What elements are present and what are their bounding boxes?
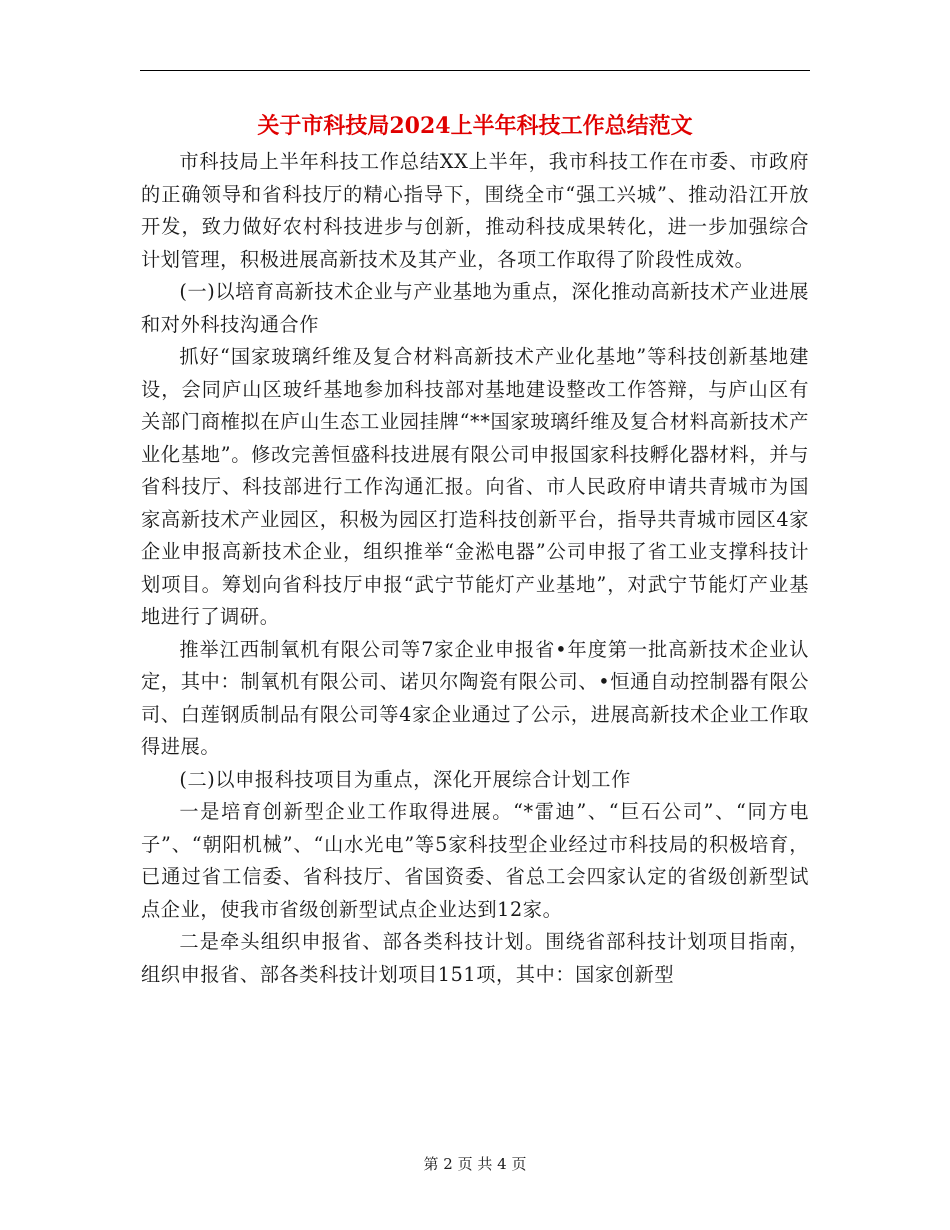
section-heading-1: (一)以培育高新技术企业与产业基地为重点，深化推动高新技术产业进展和对外科技沟通合作 [141,280,809,336]
section-heading-2: (二)以申报科技项目为重点，深化开展综合计划工作 [179,767,631,791]
header-rule [140,70,810,71]
page-footer: 第 2 页 共 4 页 [423,1155,527,1173]
paragraph-intro: 市科技局上半年科技工作总结XX上半年，我市科技工作在市委、市政府的正确领导和省科技厅的精心指导下，围绕全市“强工兴城”、推动沿江开放开发，致力做好农村科技进步与创新，推动科技成果转化，进一步加强综合计划管理，积极进展高新技术及其产业，各项工作取得了阶段性成效。 [141,150,809,271]
paragraph-hightech-recommendation: 推举江西制氧机有限公司等7家企业申报省•年度第一批高新技术企业认定，其中：制氧机有限公司、诺贝尔陶瓷有限公司、•恒通自动控制器有限公司、白莲钢质制品有限公司等4家企业通过了公示，进展高新技术企业工作取得进展。 [141,637,809,758]
document-body [141,146,809,991]
paragraph-innovative-enterprises: 一是培育创新型企业工作取得进展。“*雷迪”、“巨石公司”、“同方电子”、“朝阳机械”、“山水光电”等5家科技型企业经过市科技局的积极培育，已通过省工信委、省科技厅、省国资委、省总工会四家认定的省级创新型试点企业，使我市省级创新型试点企业达到12家。 [141,800,809,921]
paragraph-project-applications: 二是牵头组织申报省、部各类科技计划。围绕省部科技计划项目指南，组织申报省、部各类科技计划项目151项，其中：国家创新型 [141,930,809,986]
paragraph-base-construction: 抓好“国家玻璃纤维及复合材料高新技术产业化基地”等科技创新基地建设，会同庐山区玻纤基地参加科技部对基地建设整改工作答辩，与庐山区有关部门商榷拟在庐山生态工业园挂牌“**国家玻璃纤维及复合材料高新技术产业化基地”。修改完善恒盛科技进展有限公司申报国家科技孵化器材料，并与省科技厅、科技部进行工作沟通汇报。向省、市人民政府申请共青城市为国家高新技术产业园区，积极为园区打造科技创新平台，指导共青城市园区4家企业申报高新技术企业，组织推举“金淞电器”公司申报了省工业支撑科技计划项目。筹划向省科技厅申报“武宁节能灯产业基地”，对武宁节能灯产业基地进行了调研。 [141,345,809,628]
document-title: 关于市科技局2024上半年科技工作总结范文 [257,113,693,139]
